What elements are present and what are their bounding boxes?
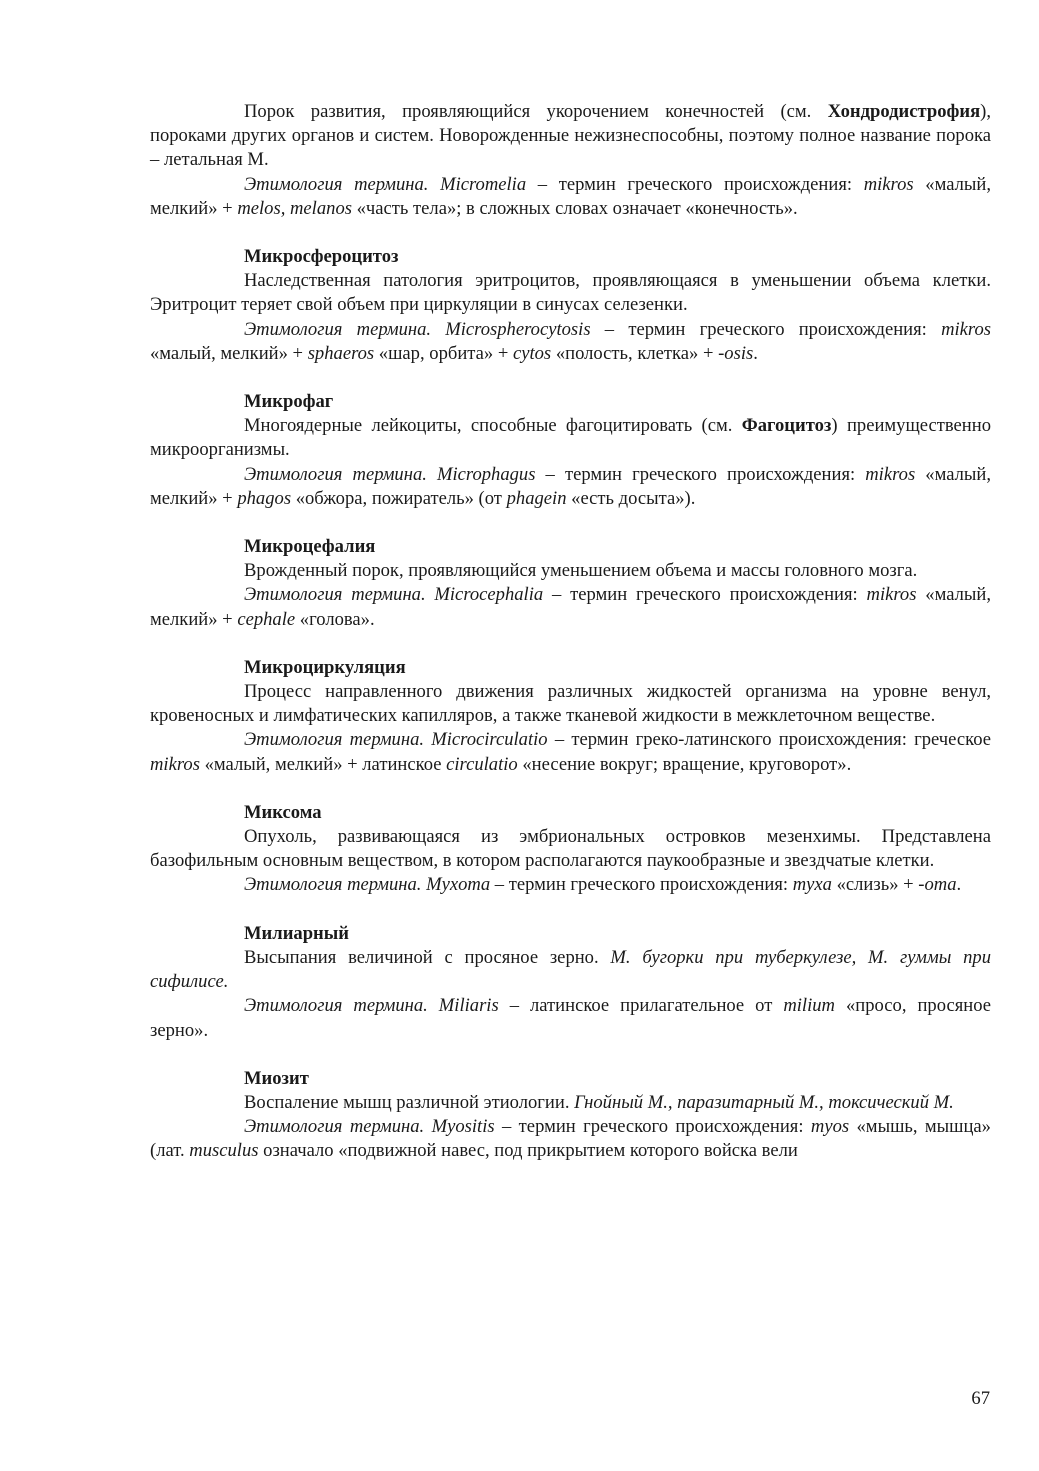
entry-myositis — [150, 1067, 991, 1164]
entry-title: Микросфероцитоз — [244, 246, 399, 268]
entry-microphage — [150, 390, 991, 511]
usage-example: М. бугорки при туберкулезе, М. гуммы при сифилисе. — [150, 946, 991, 993]
entry-microspherocytosis — [150, 245, 991, 366]
etymology: Этимология термина. Miliaris – латинское прилагательное от milium «просо, просяное зерно». — [150, 995, 992, 1041]
definition: Воспаление мышц различной этиологии. Гнойный М., паразитарный М., токсический М. — [244, 1091, 954, 1113]
entry-microcirculation — [150, 656, 991, 777]
entry-microcephaly — [150, 535, 991, 632]
entry-title: Миозит — [244, 1067, 309, 1089]
definition: Наследственная патология эритроцитов, проявляющаяся в уменьшении объема клетки. Эритроцит теряет свой объем при циркуляции в синусах селезенки. — [150, 270, 991, 316]
entry-title: Миксома — [244, 801, 322, 823]
definition: Врожденный порок, проявляющийся уменьшением объема и массы головного мозга. — [244, 560, 918, 582]
etymology: Этимология термина. Myxoma – термин греческого происхождения: myxa «слизь» + -oma. — [244, 874, 962, 896]
page-number: 67 — [971, 1388, 990, 1409]
definition: Опухоль, развивающаяся из эмбриональных островков мезенхимы. Представлена базофильным основным веществом, в котором располагаются паукообразные и звездчатые клетки. — [150, 826, 991, 872]
entry-miliary — [150, 922, 991, 1043]
etymology: Этимология термина. Myositis – термин греческого происхождения: myos «мышь, мышца» (лат. musculus означало «подвижной навес, под прикрытием которого войска вели — [150, 1116, 991, 1162]
etymology: Этимология термина. Microcephalia – термин греческого происхождения: mikros «малый, мелкий» + cephale «голова». — [150, 584, 991, 630]
entry-myxoma — [150, 801, 991, 898]
entry-title: Микрофаг — [244, 391, 334, 413]
etymology: Этимология термина. Microcirculatio – термин греко-латинского происхождения: греческое mikros «малый, мелкий» + латинское circulatio «несение вокруг; вращение, круговорот». — [150, 729, 991, 775]
definition: Порок развития, проявляющийся укорочением конечностей (см. Хондродистрофия), пороками других органов и систем. Новорожденные нежизнеспособны, поэтому полное название порока – летальная М. — [150, 101, 991, 171]
definition: Многоядерные лейкоциты, способные фагоцитировать (см. Фагоцитоз) преимущественно микроорганизмы. — [150, 415, 991, 461]
cross-reference: Фагоцитоз — [741, 415, 832, 437]
cross-reference: Хондродистрофия — [827, 101, 981, 122]
document-page — [150, 100, 991, 1164]
etymology: Этимология термина. Micromelia – термин греческого происхождения: mikros «малый, мелкий» + melos, melanos «часть тела»; в сложных словах означает «конечность». — [150, 173, 992, 219]
etymology: Этимология термина. Microphagus – термин греческого происхождения: mikros «малый, мелкий» + phagos «обжора, пожиратель» (от phagein «есть досыта»). — [150, 463, 991, 509]
entry-micromelia-continuation — [150, 100, 991, 221]
usage-example: Гнойный М., паразитарный М., токсический М. — [574, 1091, 954, 1113]
entry-title: Микроциркуляция — [244, 656, 406, 678]
definition: Процесс направленного движения различных жидкостей организма на уровне венул, кровеносных и лимфатических капилляров, а также тканевой жидкости в межклеточном веществе. — [150, 681, 991, 727]
entry-title: Милиарный — [244, 922, 349, 944]
etymology: Этимология термина. Microspherocytosis – термин греческого происхождения: mikros «малый, мелкий» + sphaeros «шар, орбита» + cytos «полость, клетка» + -osis. — [150, 318, 991, 364]
definition: Высыпания величиной с просяное зерно. М. бугорки при туберкулезе, М. гуммы при сифилисе. — [150, 946, 991, 993]
entry-title: Микроцефалия — [244, 536, 376, 558]
